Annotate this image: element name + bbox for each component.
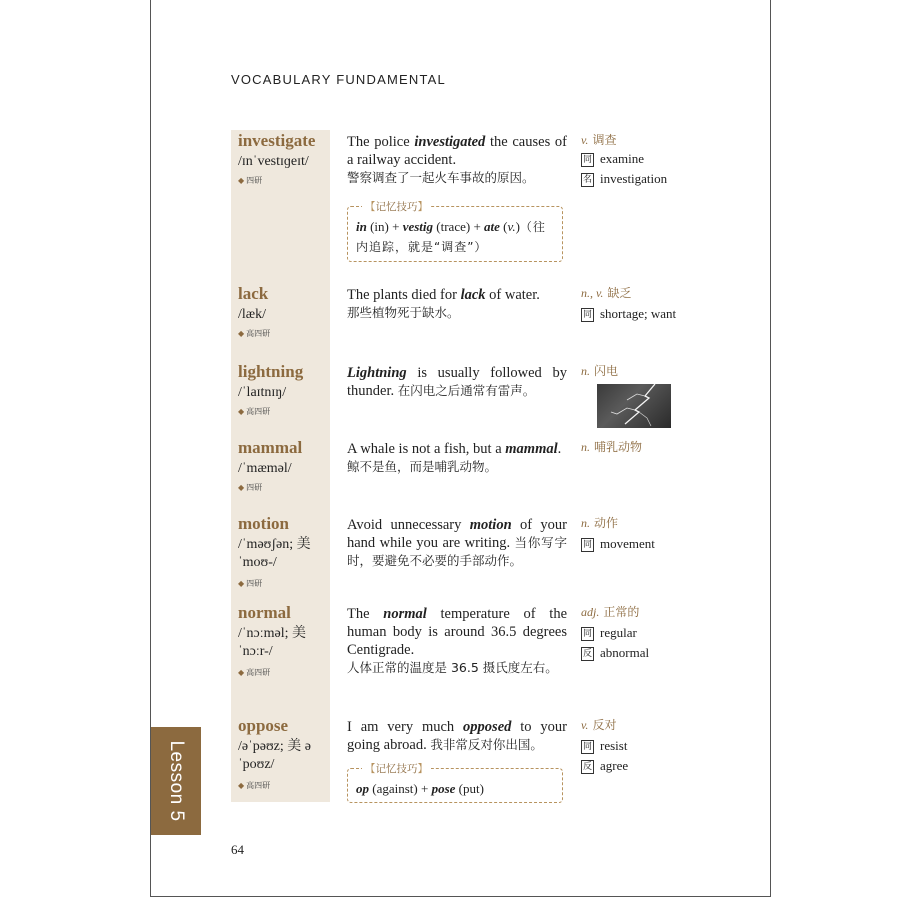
lesson-tab: Lesson 5 [151,727,201,835]
relation-row: 同 movement [582,536,655,551]
phonetic: /ˈməʊʃən; 美 ˈmoʊ-/ [238,537,311,570]
memory-tip-label: 【记忆技巧】 [362,198,431,217]
memory-tip-box [347,763,563,803]
diamond-icon: ◆ [238,579,245,588]
phonetic: /læk/ [238,307,267,322]
diamond-icon: ◆ [238,781,245,790]
relation-row: 同 examine [582,151,645,166]
level-tag: ◆ 高四研 [238,781,271,790]
relation-row: 名 investigation [582,171,668,186]
part-of-speech: n. 哺乳动物 [581,440,643,454]
level-tag: ◆ 四研 [238,483,263,492]
level-tag: ◆ 四研 [238,176,263,185]
phonetic: /ˈlaɪtnɪŋ/ [238,385,287,400]
memory-tip-box [347,201,563,262]
memory-tip-label: 【记忆技巧】 [362,760,431,779]
diamond-icon: ◆ [238,176,245,185]
example-sentence: Lightning is usually followed by thunder. 在闪电之后通常有雷声。 [347,365,567,399]
headword: normal [238,603,291,622]
headword: lightning [238,362,304,381]
page-header: VOCABULARY FUNDAMENTAL [231,72,446,87]
level-tag: ◆ 高四研 [238,329,271,338]
page-number: 64 [231,842,244,857]
phonetic: /ˈmæməl/ [238,461,292,476]
part-of-speech: adj. 正常的 [581,605,640,619]
lightning-photo [597,384,671,428]
headword: mammal [238,438,303,457]
phonetic: /ˈnɔːməl; 美 ˈnɔːr-/ [238,626,307,659]
relation-row: 反 abnormal [582,645,650,660]
example-sentence: The normal temperature of the human body is around 36.5 degrees Centigrade. 人体正常的温度是 36.5 摄氏度左右。 [347,606,568,675]
memory-tip-text: op (against) + pose (put) [356,781,484,796]
part-of-speech: n. 闪电 [581,364,619,378]
headword: oppose [238,716,289,735]
part-of-speech: n., v. 缺乏 [581,286,632,300]
example-sentence: The plants died for lack of water. 那些植物死于缺水。 [347,287,540,320]
diamond-icon: ◆ [238,329,245,338]
phonetic: /əˈpəʊz; 美 əˈpoʊz/ [238,739,311,772]
headword: investigate [238,131,316,150]
relation-row: 同 regular [582,625,637,640]
level-tag: ◆ 四研 [238,579,263,588]
relation-row: 同 resist [582,738,628,753]
diamond-icon: ◆ [238,483,245,492]
level-tag: ◆ 高四研 [238,407,271,416]
example-sentence: The police investigated the causes of a railway accident. 警察调查了一起火车事故的原因。 [347,134,567,185]
example-sentence: I am very much opposed to your going abroad. 我非常反对你出国。 [347,719,568,753]
relation-row: 同 shortage; want [582,306,677,321]
part-of-speech: v. 调查 [581,133,617,147]
diamond-icon: ◆ [238,407,245,416]
headword: motion [238,514,289,533]
memory-tip-text: in (in) + vestig (trace) + ate (v.)（往内追踪，就是“调查”） [356,219,546,254]
headword: lack [238,284,269,303]
example-sentence: A whale is not a fish, but a mammal. 鲸不是鱼，而是哺乳动物。 [347,441,562,474]
part-of-speech: v. 反对 [581,718,617,732]
level-tag: ◆ 高四研 [238,668,271,677]
example-sentence: Avoid unnecessary motion of your hand while you are writing. 当你写字时，要避免不必要的手部动作。 [347,517,567,568]
phonetic: /ɪnˈvestɪɡeɪt/ [238,154,309,169]
part-of-speech: n. 动作 [581,516,619,530]
diamond-icon: ◆ [238,668,245,677]
book-page [150,0,771,897]
relation-row: 反 agree [582,758,629,773]
